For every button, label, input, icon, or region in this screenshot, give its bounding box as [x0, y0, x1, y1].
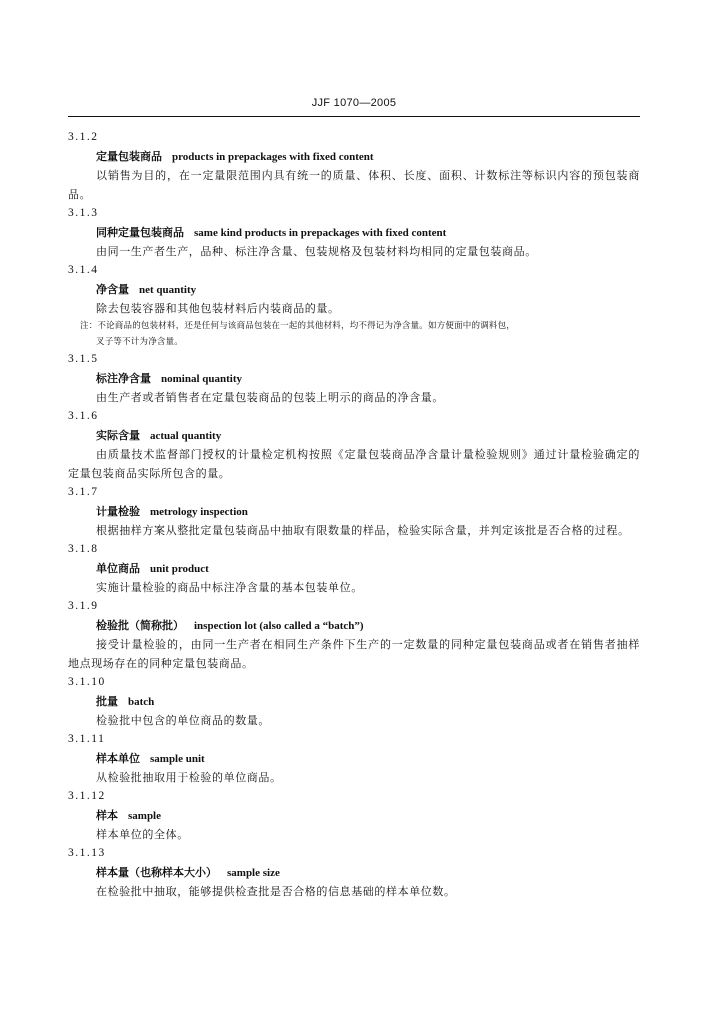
term-entry [68, 844, 640, 901]
term-zh: 检验批（简称批） [96, 619, 184, 632]
clause-number: 3.1.11 [68, 733, 106, 745]
term-en: batch [128, 696, 155, 708]
clause-number: 3.1.3 [68, 207, 99, 219]
term-heading [68, 806, 640, 825]
term-heading [68, 223, 640, 242]
term-en: same kind products in prepackages with fixed content [194, 227, 447, 239]
clause-number: 3.1.8 [68, 543, 99, 555]
term-entry [68, 673, 640, 730]
term-definition: 样本单位的全体。 [96, 828, 189, 841]
term-en: net quantity [139, 284, 197, 296]
clause-number: 3.1.4 [68, 264, 99, 276]
term-zh: 计量检验 [96, 505, 140, 518]
term-entry [68, 730, 640, 787]
term-definition: 从检验批抽取用于检验的单位商品。 [96, 771, 282, 784]
term-note [68, 318, 640, 350]
term-en: nominal quantity [161, 373, 242, 385]
term-heading [68, 692, 640, 711]
term-en: actual quantity [150, 430, 222, 442]
term-zh: 样本 [96, 809, 118, 822]
term-en: metrology inspection [150, 506, 248, 518]
note-text-continued: 叉子等不计为净含量。 [96, 337, 184, 347]
term-zh: 定量包装商品 [96, 150, 162, 163]
term-zh: 样本单位 [96, 752, 140, 765]
term-heading [68, 616, 640, 635]
term-zh: 样本量（也称样本大小） [96, 866, 217, 879]
term-entry [68, 204, 640, 261]
note-label: 注： [80, 321, 98, 331]
clause-number: 3.1.6 [68, 410, 99, 422]
clause-number: 3.1.7 [68, 486, 99, 498]
term-heading [68, 147, 640, 166]
term-definition: 在检验批中抽取，能够提供检查批是否合格的信息基础的样本单位数。 [96, 885, 456, 898]
clause-number: 3.1.13 [68, 847, 106, 859]
term-en: unit product [150, 563, 209, 575]
term-en: products in prepackages with fixed content [172, 151, 374, 163]
term-entry [68, 261, 640, 350]
term-heading [68, 369, 640, 388]
term-definition: 接受计量检验的，由同一生产者在相同生产条件下生产的一定数量的同种定量包装商品或者在销售者抽样地点现场存在的同种定量包装商品。 [68, 638, 640, 670]
clause-number: 3.1.12 [68, 790, 106, 802]
term-heading [68, 426, 640, 445]
term-entry [68, 407, 640, 483]
term-heading [68, 280, 640, 299]
term-definition: 由质量技术监督部门授权的计量检定机构按照《定量包装商品净含量计量检验规则》通过计量检验确定的定量包装商品实际所包含的量。 [68, 448, 640, 480]
term-zh: 标注净含量 [96, 372, 151, 385]
term-heading [68, 559, 640, 578]
term-zh: 批量 [96, 695, 118, 708]
term-definition: 由同一生产者生产，品种、标注净含量、包装规格及包装材料均相同的定量包装商品。 [96, 245, 537, 258]
clause-number: 3.1.9 [68, 600, 99, 612]
term-entry [68, 128, 640, 204]
header-rule [68, 116, 640, 117]
term-definition: 由生产者或者销售者在定量包装商品的包装上明示的商品的净含量。 [96, 391, 444, 404]
terms-section [68, 128, 640, 901]
term-heading [68, 863, 640, 882]
clause-number: 3.1.5 [68, 353, 99, 365]
term-entry [68, 597, 640, 673]
term-en: sample unit [150, 753, 205, 765]
note-text: 不论商品的包装材料，还是任何与该商品包装在一起的其他材料，均不得记为净含量。如方便面中的调料包， [97, 321, 516, 331]
term-definition: 以销售为目的，在一定量限范围内具有统一的质量、体积、长度、面积、计数标注等标识内容的预包装商品。 [68, 169, 640, 201]
term-definition: 实施计量检验的商品中标注净含量的基本包装单位。 [96, 581, 363, 594]
term-heading [68, 749, 640, 768]
document-code-header: JJF 1070—2005 [311, 97, 397, 109]
term-heading [68, 502, 640, 521]
term-entry [68, 483, 640, 540]
term-en: sample size [227, 867, 280, 879]
clause-number: 3.1.2 [68, 131, 99, 143]
term-definition: 根据抽样方案从整批定量包装商品中抽取有限数量的样品，检验实际含量，并判定该批是否合格的过程。 [96, 524, 630, 537]
term-en: sample [128, 810, 161, 822]
term-zh: 实际含量 [96, 429, 140, 442]
term-en: inspection lot (also called a “batch”) [194, 620, 364, 632]
term-zh: 单位商品 [96, 562, 140, 575]
term-entry [68, 787, 640, 844]
term-entry [68, 350, 640, 407]
term-definition: 除去包装容器和其他包装材料后内装商品的量。 [96, 302, 340, 315]
term-zh: 净含量 [96, 283, 129, 296]
term-definition: 检验批中包含的单位商品的数量。 [96, 714, 270, 727]
term-zh: 同种定量包装商品 [96, 226, 184, 239]
term-entry [68, 540, 640, 597]
clause-number: 3.1.10 [68, 676, 106, 688]
